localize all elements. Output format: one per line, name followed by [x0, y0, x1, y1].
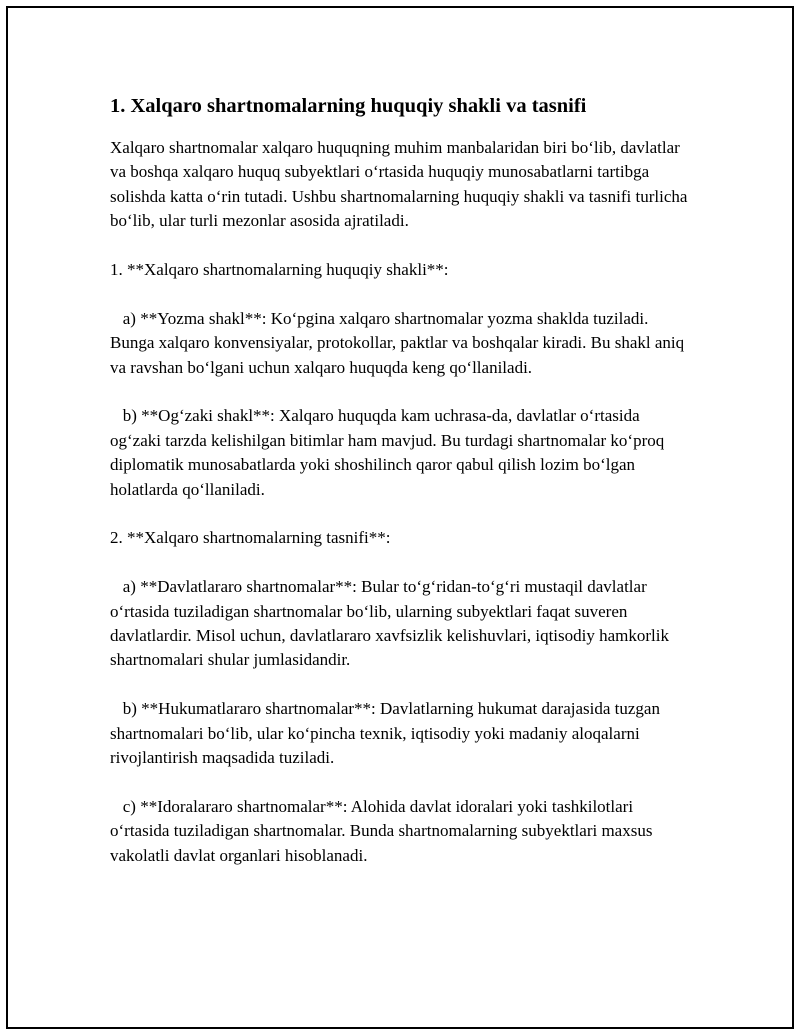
section-2-item-c: c) **Idoralararo shartnomalar**: Alohida davlat idoralari yoki tashkilotlari o‘rtasida tuziladigan shartnomalar. Bunda shartnomalarning subyektlari maxsus vakolatli davlat organlari hisoblanadi. — [110, 796, 657, 865]
spacer — [110, 551, 690, 575]
spacer — [110, 234, 690, 258]
section-1-item-b: b) **Og‘zaki shakl**: Xalqaro huquqda kam uchrasa-da, davlatlar o‘rtasida og‘zaki tarzda kelishilgan bitimlar ham mavjud. Bu turdagi shartnomalar ko‘proq diplomatik munosabatlarda yoki shoshilinch qaror qabul qilish lozim bo‘lgan holatlarda qo‘llaniladi. — [110, 406, 669, 499]
spacer — [110, 673, 690, 697]
section-2-heading: 2. **Xalqaro shartnomalarning tasnifi**: — [110, 528, 391, 548]
section-2-item-a: a) **Davlatlararo shartnomalar**: Bular to‘g‘ridan-to‘g‘ri mustaqil davlatlar o‘rtasida tuziladigan shartnomalar bo‘lib, ularning subyektlari faqat suveren davlatlardir. Misol uchun, davlatlararo xavfsizlik kelishuvlari, iqtisodiy hamkorlik shartnomalari shular jumlasidandir. — [110, 577, 674, 670]
section-1-item-a: a) **Yozma shakl**: Ko‘pgina xalqaro shartnomalar yozma shaklda tuziladi. Bunga xalqaro konvensiyalar, protokollar, paktlar va boshqalar kiradi. Bu shakl aniq va ravshan bo‘lgani uchun xalqaro huquqda keng qo‘llaniladi. — [110, 308, 689, 377]
intro-paragraph: Xalqaro shartnomalar xalqaro huquqning muhim manbalaridan biri bo‘lib, davlatlar va boshqa xalqaro huquq subyektlari o‘rtasida huquqiy munosabatlarni tartibga solishda katta o‘rin tutadi. Ushbu shartnomalarning huquqiy shakli va tasnifi turlicha bo‘lib, ular turli mezonlar asosida ajratiladi. — [110, 138, 692, 231]
document-body — [110, 92, 690, 868]
spacer — [110, 502, 690, 526]
spacer — [110, 770, 690, 794]
section-2-item-b: b) **Hukumatlararo shartnomalar**: Davlatlarning hukumat darajasida tuzgan shartnomalari bo‘lib, ular ko‘pincha texnik, iqtisodiy yoki madaniy aloqalarni rivojlantirish maqsadida tuziladi. — [110, 699, 665, 768]
document-title: 1. Xalqaro shartnomalarning huquqiy shakli va tasnifi — [110, 95, 587, 117]
spacer — [110, 282, 690, 306]
section-1-heading: 1. **Xalqaro shartnomalarning huquqiy shakli**: — [110, 260, 449, 280]
spacer — [110, 380, 690, 404]
